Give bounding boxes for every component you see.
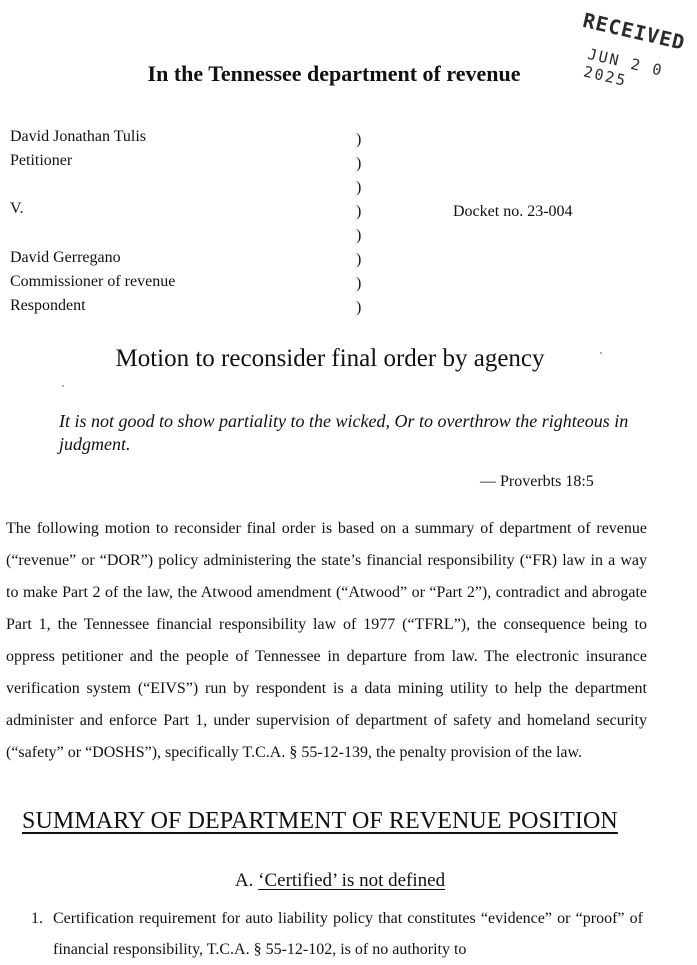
list-item-number: 1. [31, 910, 43, 927]
caption-paren: ) [356, 155, 362, 172]
intro-paragraph: The following motion to reconsider final order is based on a summary of department of revenue (“revenue” or “DOR”) policy administering the state’s financial responsibility (“FR) law in a way to make Part 2 of the law, the Atwood amendment (“Atwood” or “Part 2”), contradict and abrogate Part 1, the Tennessee financial responsibility law of 1977 (“TFRL”), the consequence being to oppress petitioner and the people of Tennessee in departure from law. The electronic insurance verification system (“EIVS”) run by respondent is a data mining utility to help the department administer and enforce Part 1, under supervision of department of safety and homeland security (“safety” or “DOSHS”), specifically T.C.A. § 55-12-139, the penalty provision of the law. [6, 520, 647, 761]
subsection-heading [0, 870, 680, 892]
respondent-role: Respondent [10, 297, 86, 314]
caption-paren: ) [356, 179, 362, 196]
caption-paren: ) [356, 275, 362, 292]
scan-speck [62, 385, 64, 387]
caption-paren: ) [356, 251, 362, 268]
epigraph-attribution: — Proverbts 18:5 [480, 473, 594, 490]
respondent-title: Commissioner of revenue [10, 273, 176, 290]
versus-label: V. [10, 200, 24, 217]
scan-speck [600, 352, 602, 354]
document-title: Motion to reconsider final order by agency [115, 345, 545, 372]
petitioner-role: Petitioner [10, 152, 73, 169]
petitioner-name: David Jonathan Tulis [10, 128, 147, 145]
list-item [31, 903, 643, 965]
caption-paren: ) [356, 203, 362, 220]
received-stamp-date: JUN 2 0 2025 [581, 45, 666, 91]
received-stamp: RECEIVED [580, 8, 688, 55]
section-heading: SUMMARY OF DEPARTMENT OF REVENUE POSITION [22, 808, 618, 834]
docket-number: Docket no. 23-004 [453, 203, 573, 220]
caption-paren: ) [356, 299, 362, 316]
subsection-title: ‘Certified’ is not defined [258, 870, 446, 891]
respondent-name: David Gerregano [10, 249, 121, 266]
list-item-text: Certification requirement for auto liability policy that constitutes “evidence” or “proof” of financial responsibility, T.C.A. § 55-12-102, is of no authority to [53, 910, 643, 958]
caption-paren: ) [356, 131, 362, 148]
caption-paren: ) [356, 227, 362, 244]
court-heading: In the Tennessee department of revenue [147, 61, 521, 86]
subsection-prefix: A. [234, 870, 254, 891]
epigraph-quote: It is not good to show partiality to the wicked, Or to overthrow the righteous in judgment. [59, 411, 629, 454]
